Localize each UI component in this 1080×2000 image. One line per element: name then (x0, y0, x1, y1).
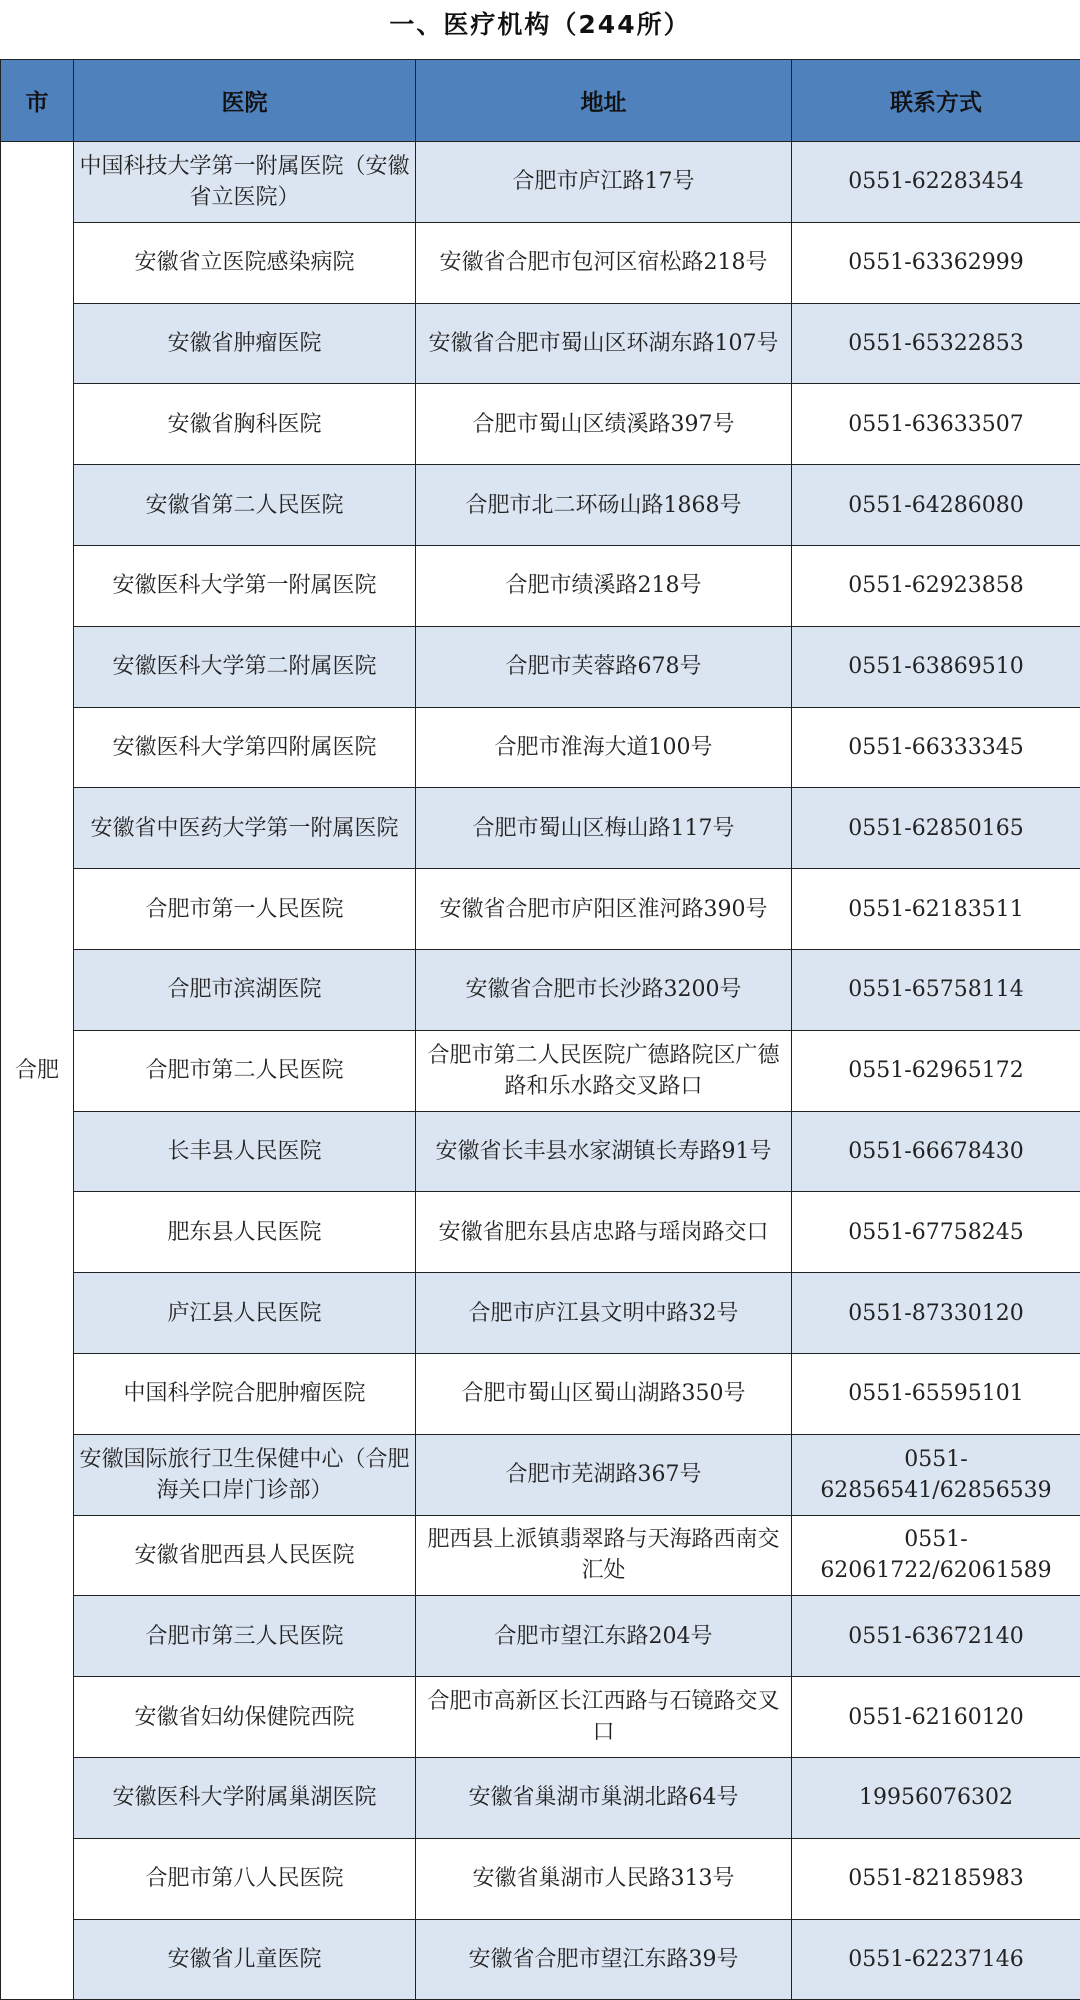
table-row (1, 1111, 1080, 1192)
phone-cell: 0551-65758114 (792, 949, 1080, 1030)
hospital-name-cell: 安徽省胸科医院 (74, 384, 416, 465)
hospital-name-cell: 庐江县人民医院 (74, 1273, 416, 1354)
header-hospital: 医院 (74, 60, 416, 142)
hospital-name-cell: 安徽省妇幼保健院西院 (74, 1677, 416, 1758)
phone-cell: 0551-62965172 (792, 1030, 1080, 1111)
header-phone: 联系方式 (792, 60, 1080, 142)
table-row (1, 1838, 1080, 1919)
address-cell: 合肥市望江东路204号 (416, 1596, 792, 1677)
table-row (1, 545, 1080, 626)
address-cell: 安徽省合肥市长沙路3200号 (416, 949, 792, 1030)
table-row (1, 707, 1080, 788)
phone-cell: 0551-66678430 (792, 1111, 1080, 1192)
hospital-name-cell: 肥东县人民医院 (74, 1192, 416, 1273)
phone-cell: 0551-63362999 (792, 222, 1080, 303)
table-row (1, 1919, 1080, 2000)
hospital-name-cell: 安徽省肥西县人民医院 (74, 1515, 416, 1596)
address-cell: 安徽省巢湖市巢湖北路64号 (416, 1757, 792, 1838)
address-cell: 安徽省肥东县店忠路与瑶岗路交口 (416, 1192, 792, 1273)
address-cell: 合肥市绩溪路218号 (416, 545, 792, 626)
address-cell: 合肥市庐江路17号 (416, 142, 792, 223)
phone-cell: 0551-65322853 (792, 303, 1080, 384)
table-row (1, 222, 1080, 303)
address-cell: 合肥市芙蓉路678号 (416, 626, 792, 707)
phone-cell: 0551-62850165 (792, 788, 1080, 869)
table-row (1, 788, 1080, 869)
table-row (1, 142, 1080, 223)
hospital-name-cell: 安徽省中医药大学第一附属医院 (74, 788, 416, 869)
phone-cell: 0551-63869510 (792, 626, 1080, 707)
address-cell: 合肥市蜀山区绩溪路397号 (416, 384, 792, 465)
city-cell: 合肥 (1, 142, 74, 2000)
address-cell: 安徽省合肥市望江东路39号 (416, 1919, 792, 2000)
phone-cell: 0551-62856541/62856539 (792, 1434, 1080, 1515)
address-cell: 合肥市蜀山区梅山路117号 (416, 788, 792, 869)
hospital-name-cell: 安徽省立医院感染病院 (74, 222, 416, 303)
phone-cell: 0551-65595101 (792, 1353, 1080, 1434)
phone-cell: 0551-67758245 (792, 1192, 1080, 1273)
table-body (1, 142, 1080, 2000)
address-cell: 合肥市第二人民医院广德路院区广德路和乐水路交叉路口 (416, 1030, 792, 1111)
table-row (1, 1030, 1080, 1111)
table-row (1, 1677, 1080, 1758)
table-row (1, 465, 1080, 546)
address-cell: 合肥市高新区长江西路与石镜路交叉口 (416, 1677, 792, 1758)
hospital-name-cell: 合肥市第二人民医院 (74, 1030, 416, 1111)
hospital-name-cell: 中国科学院合肥肿瘤医院 (74, 1353, 416, 1434)
table-row (1, 1192, 1080, 1273)
hospital-name-cell: 合肥市第一人民医院 (74, 869, 416, 950)
phone-cell: 0551-63633507 (792, 384, 1080, 465)
address-cell: 肥西县上派镇翡翠路与天海路西南交汇处 (416, 1515, 792, 1596)
table-row (1, 949, 1080, 1030)
phone-cell: 0551-62160120 (792, 1677, 1080, 1758)
phone-cell: 0551-62061722/62061589 (792, 1515, 1080, 1596)
phone-cell: 0551-62183511 (792, 869, 1080, 950)
hospital-name-cell: 合肥市第三人民医院 (74, 1596, 416, 1677)
address-cell: 安徽省合肥市庐阳区淮河路390号 (416, 869, 792, 950)
table-row (1, 626, 1080, 707)
address-cell: 合肥市庐江县文明中路32号 (416, 1273, 792, 1354)
hospital-name-cell: 安徽省肿瘤医院 (74, 303, 416, 384)
phone-cell: 0551-64286080 (792, 465, 1080, 546)
hospital-name-cell: 合肥市滨湖医院 (74, 949, 416, 1030)
hospital-name-cell: 安徽医科大学第二附属医院 (74, 626, 416, 707)
table-row (1, 384, 1080, 465)
hospital-name-cell: 长丰县人民医院 (74, 1111, 416, 1192)
table-row (1, 303, 1080, 384)
table-header-row (1, 60, 1080, 142)
hospital-name-cell: 安徽省第二人民医院 (74, 465, 416, 546)
table-row (1, 1596, 1080, 1677)
table-row (1, 1515, 1080, 1596)
phone-cell: 0551-87330120 (792, 1273, 1080, 1354)
header-city: 市 (1, 60, 74, 142)
table-row (1, 869, 1080, 950)
phone-cell: 19956076302 (792, 1757, 1080, 1838)
page-title: 一、医疗机构（244所） (0, 0, 1080, 58)
address-cell: 合肥市淮海大道100号 (416, 707, 792, 788)
address-cell: 合肥市芜湖路367号 (416, 1434, 792, 1515)
address-cell: 合肥市蜀山区蜀山湖路350号 (416, 1353, 792, 1434)
table-row (1, 1434, 1080, 1515)
address-cell: 安徽省合肥市包河区宿松路218号 (416, 222, 792, 303)
hospital-name-cell: 安徽医科大学附属巢湖医院 (74, 1757, 416, 1838)
phone-cell: 0551-62237146 (792, 1919, 1080, 2000)
header-address: 地址 (416, 60, 792, 142)
table-row (1, 1273, 1080, 1354)
hospital-name-cell: 合肥市第八人民医院 (74, 1838, 416, 1919)
phone-cell: 0551-82185983 (792, 1838, 1080, 1919)
address-cell: 安徽省长丰县水家湖镇长寿路91号 (416, 1111, 792, 1192)
address-cell: 安徽省合肥市蜀山区环湖东路107号 (416, 303, 792, 384)
table-row (1, 1757, 1080, 1838)
phone-cell: 0551-62283454 (792, 142, 1080, 223)
hospital-name-cell: 安徽医科大学第四附属医院 (74, 707, 416, 788)
phone-cell: 0551-62923858 (792, 545, 1080, 626)
table-row (1, 1353, 1080, 1434)
address-cell: 安徽省巢湖市人民路313号 (416, 1838, 792, 1919)
hospital-name-cell: 安徽省儿童医院 (74, 1919, 416, 2000)
hospital-table (0, 59, 1080, 2000)
phone-cell: 0551-66333345 (792, 707, 1080, 788)
hospital-name-cell: 安徽国际旅行卫生保健中心（合肥海关口岸门诊部） (74, 1434, 416, 1515)
phone-cell: 0551-63672140 (792, 1596, 1080, 1677)
hospital-name-cell: 安徽医科大学第一附属医院 (74, 545, 416, 626)
hospital-name-cell: 中国科技大学第一附属医院（安徽省立医院） (74, 142, 416, 223)
address-cell: 合肥市北二环砀山路1868号 (416, 465, 792, 546)
